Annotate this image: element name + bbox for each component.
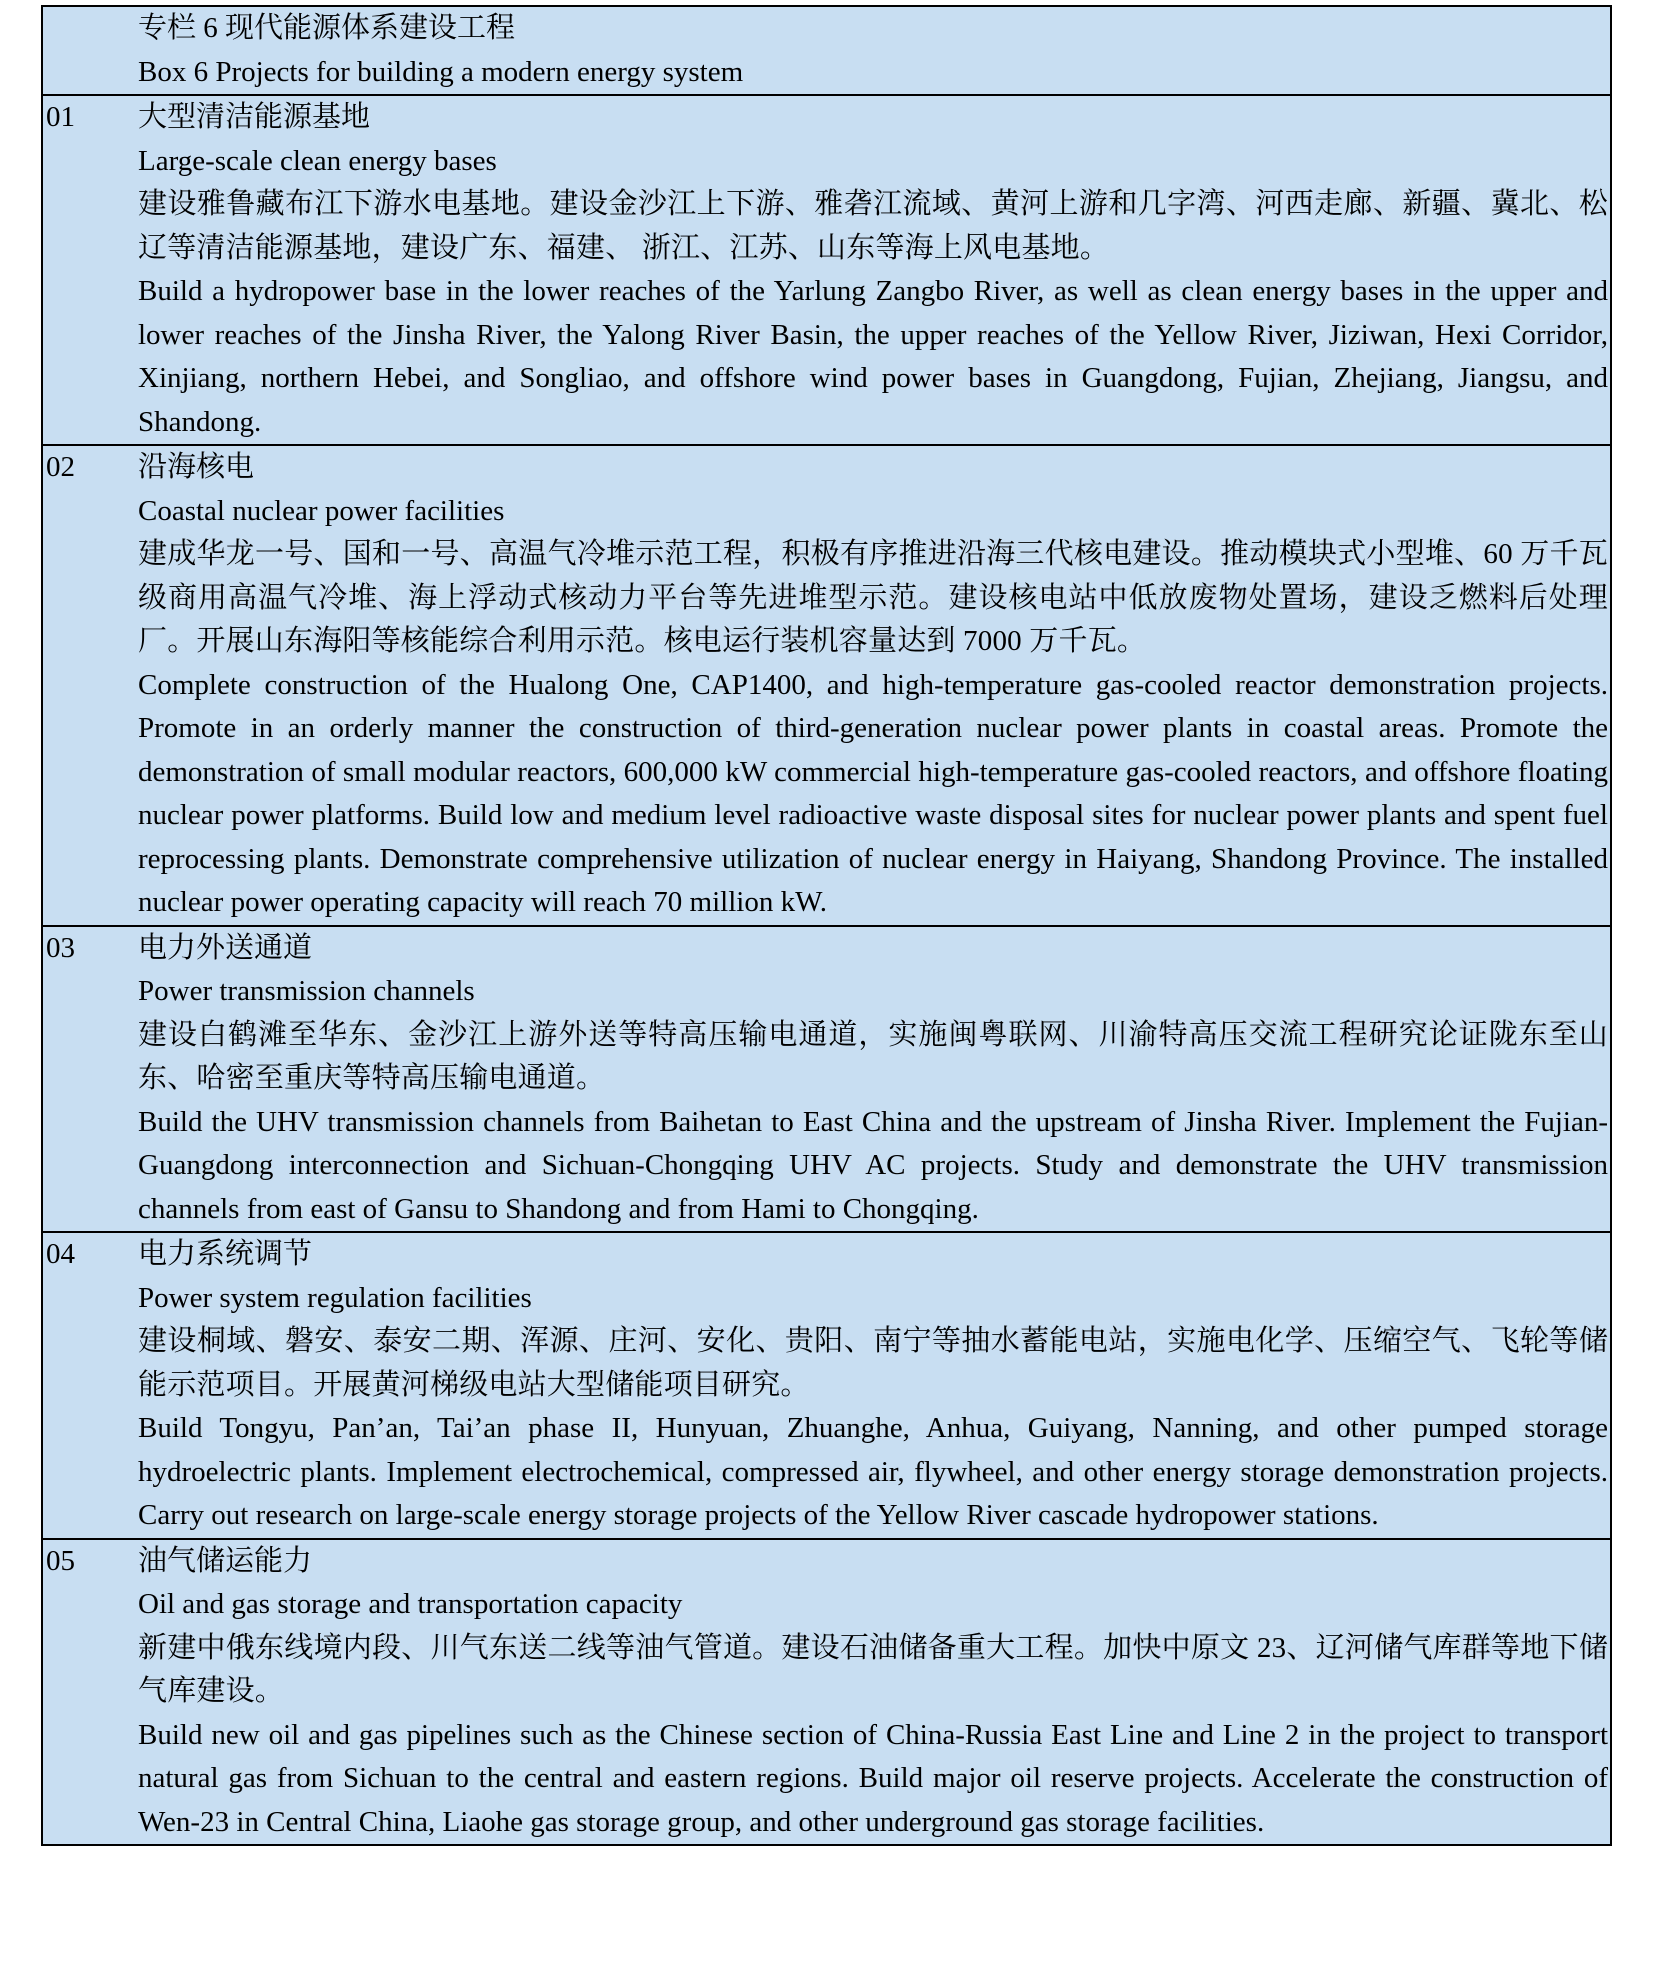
project-number: 04 [46,1238,75,1270]
project-content [138,1540,1610,1845]
header-content-cell [138,7,1610,94]
project-body-zh: 建设桐域、磐安、泰安二期、浑源、庄河、安化、贵阳、南宁等抽水蓄能电站，实施电化学、压缩空气、飞轮等储能示范项目。开展黄河梯级电站大型储能项目研究。 [138,1325,1608,1401]
project-number: 03 [46,931,75,964]
project-body-zh: 建成华龙一号、国和一号、高温气冷堆示范工程，积极有序推进沿海三代核电建设。推动模块式小型堆、60 万千瓦级商用高温气冷堆、海上浮动式核动力平台等先进堆型示范。建设核电站中低放废物处置场，建设乏燃料后处理厂。开展山东海阳等核能综合利用示范。核电运行装机容量达到 7000 万千瓦。 [138,538,1608,657]
project-title-zh: 电力外送通道 [138,931,313,964]
project-title-en: Large-scale clean energy bases [138,144,497,177]
project-title-zh: 大型清洁能源基地 [138,101,371,133]
project-row-05 [43,1538,1610,1845]
project-row-04 [43,1231,1610,1538]
project-title-en: Power system regulation facilities [138,1281,532,1314]
project-row-02 [43,444,1610,925]
project-body-en: Build a hydropower base in the lower reaches of the Yarlung Zangbo River, as well as clean energy bases in the upper and lower reaches of the Jinsha River, the Yalong River Basin, the upper reaches of the Yellow River, Jiziwan, Hexi Corridor, Xinjiang, northern Hebei, and Songliao, and offshore wind power bases in Guangdong, Fujian, Zhejiang, Jiangsu, and Shandong. [138,275,1608,438]
project-body-en: Complete construction of the Hualong One, CAP1400, and high-temperature gas-cooled reactor demonstration projects. Promote in an orderly manner the construction of third-generation nuclear power plants in coastal areas. Promote the demonstration of small modular reactors, 600,000 kW commercial high-temperature gas-cooled reactors, and offshore floating nuclear power platforms. Build low and medium level radioactive waste disposal sites for nuclear power plants and spent fuel reprocessing plants. Demonstrate comprehensive utilization of nuclear energy in Haiyang, Shandong Province. The installed nuclear power operating capacity will reach 70 million kW. [138,668,1608,918]
project-body-en: Build Tongyu, Pan’an, Tai’an phase II, Hunyuan, Zhuanghe, Anhua, Guiyang, Nanning, and other pumped storage hydroelectric plants. Implement electrochemical, compressed air, flywheel, and other energy storage demonstration projects. Carry out research on large-scale energy storage projects of the Yellow River cascade hydropower stations. [138,1412,1608,1531]
box-header-row [43,7,1610,94]
project-number: 01 [46,101,75,133]
project-title-en: Power transmission channels [138,975,475,1007]
project-row-01 [43,94,1610,444]
project-body-zh: 建设雅鲁藏布江下游水电基地。建设金沙江上下游、雅砻江流域、黄河上游和几字湾、河西走廊、新疆、冀北、松辽等清洁能源基地，建设广东、福建、 浙江、江苏、山东等海上风电基地。 [138,188,1608,264]
project-title-en: Coastal nuclear power facilities [138,494,505,527]
project-content [138,927,1610,1232]
project-title-zh: 油气储运能力 [138,1544,313,1577]
project-body-zh: 新建中俄东线境内段、川气东送二线等油气管道。建设石油储备重大工程。加快中原文 23、辽河储气库群等地下储气库建设。 [138,1631,1608,1707]
header-number-cell [43,7,138,94]
project-title-en: Oil and gas storage and transportation capacity [138,1588,683,1620]
project-content [138,446,1610,925]
project-title-zh: 电力系统调节 [138,1238,313,1270]
project-body-zh: 建设白鹤滩至华东、金沙江上游外送等特高压输电通道，实施闽粤联网、川渝特高压交流工程研究论证陇东至山东、哈密至重庆等特高压输电通道。 [138,1018,1608,1094]
project-number: 02 [46,451,75,483]
project-title-zh: 沿海核电 [138,451,255,483]
project-body-en: Build the UHV transmission channels from Baihetan to East China and the upstream of Jinsha River. Implement the Fujian-Guangdong interconnection and Sichuan-Chongqing UHV AC projects. Study and demonstrate the UHV transmission channels from east of Gansu to Shandong and from Hami to Chongqing. [138,1105,1608,1225]
project-row-03 [43,925,1610,1232]
project-content [138,96,1610,444]
box-6-table [41,5,1612,1846]
box-title-zh: 专栏 6 现代能源体系建设工程 [138,12,516,44]
project-content [138,1233,1610,1538]
project-body-en: Build new oil and gas pipelines such as the Chinese section of China-Russia East Line and Line 2 in the project to transport natural gas from Sichuan to the central and eastern regions. Build major oil reserve projects. Accelerate the construction of Wen-23 in Central China, Liaohe gas storage group, and other underground gas storage facilities. [138,1718,1608,1838]
box-title-en: Box 6 Projects for building a modern energy system [138,55,744,88]
project-number: 05 [46,1544,75,1577]
